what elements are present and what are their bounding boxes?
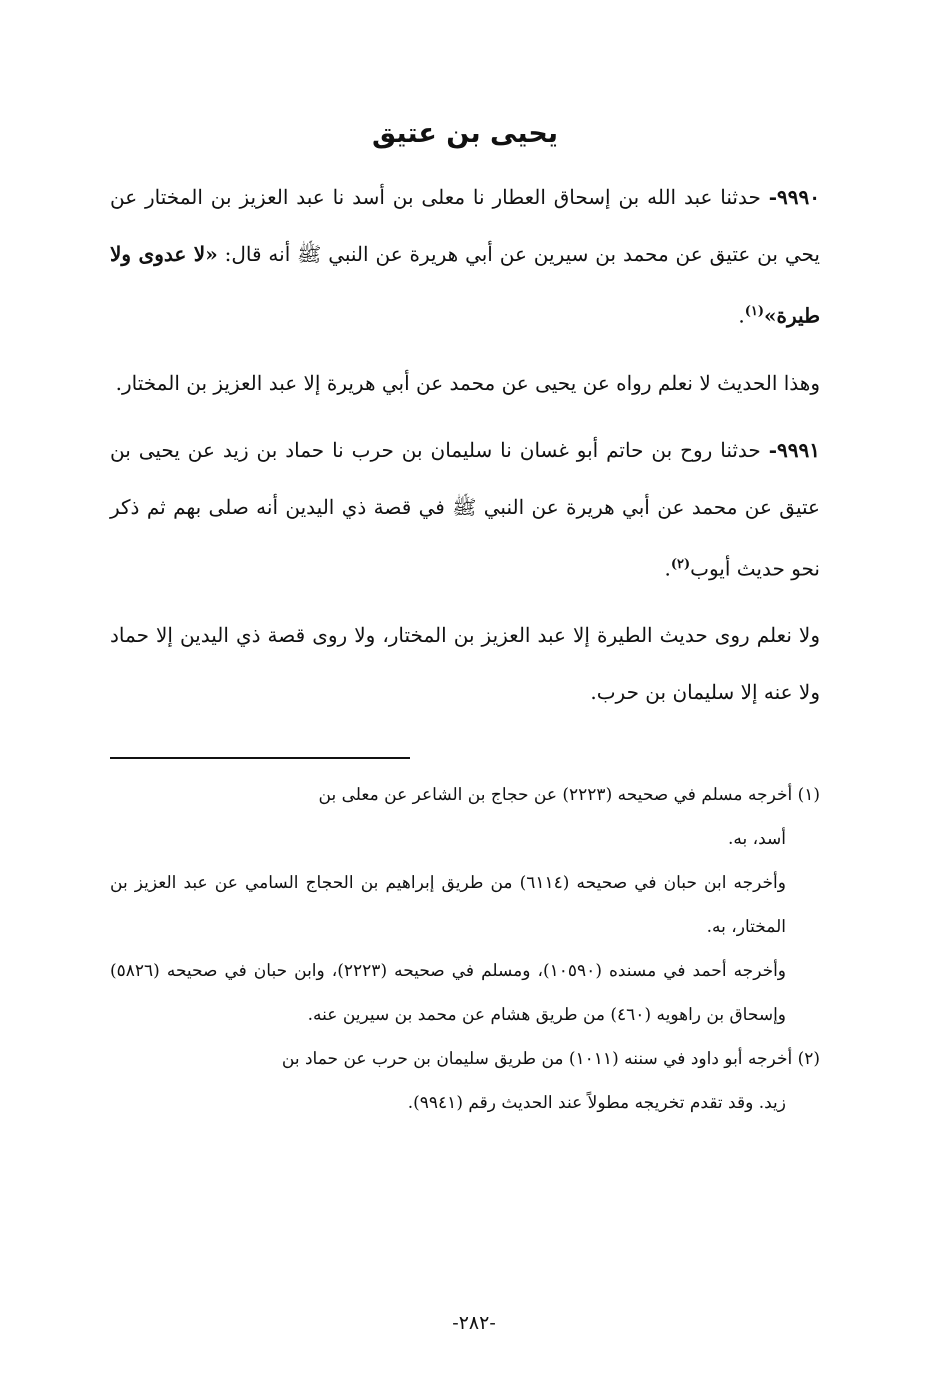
page-number: -٢٨٢- — [452, 1312, 496, 1334]
hadith-text: حدثنا روح بن حاتم أبو غسان نا سليمان بن حرب نا حماد بن زيد عن يحيى بن عتيق عن محمد عن أبي هريرة عن النبي ﷺ في قصة ذي اليدين أنه صلى بهم ثم ذكر نحو حديث أيوب — [110, 437, 820, 581]
hadith-number: ٩٩٩١- — [768, 437, 820, 462]
footnote-divider — [110, 757, 410, 759]
footnote-ref: (١) — [744, 304, 765, 319]
footnote-ref: (٢) — [670, 556, 691, 572]
footnote-2-cont: زيد. وقد تقدم تخريجه مطولاً عند الحديث رقم (٩٩٤١). — [407, 1093, 786, 1114]
footnote-1-ahmad: وأخرجه أحمد في مسنده (١٠٥٩٠)، ومسلم في صحيحه (٢٢٢٣)، وابن حبان في صحيحه (٥٨٢٦) وإسحاق بن راهويه (٤٦٠) من طريق هشام عن محمد بن سيرين عنه. — [110, 961, 787, 1026]
footnote-1-line: (١) أخرجه مسلم في صحيحه (٢٢٢٣) عن حجاج بن الشاعر عن معلى بن — [318, 785, 820, 806]
hadith-number: ٩٩٩٠- — [768, 185, 821, 209]
footnote-1-ibn-hibban: وأخرجه ابن حبان في صحيحه (٦١١٤) من طريق إبراهيم بن الحجاج السامي عن عبد العزيز بن المختار، به. — [110, 873, 786, 938]
chapter-title: يحيى بن عتيق — [372, 118, 558, 149]
comment-9990: وهذا الحديث لا نعلم رواه عن يحيى عن محمد عن أبي هريرة إلا عبد العزيز بن المختار. — [115, 370, 820, 395]
hadith-9990 — [110, 169, 820, 345]
footnote-2-line: (٢) أخرجه أبو داود في سننه (١٠١١) من طريق سليمان بن حرب عن حماد بن — [281, 1049, 820, 1070]
page-body — [110, 100, 820, 1125]
hadith-9991 — [110, 422, 820, 598]
hadith-end: . — [738, 303, 745, 328]
footnote-1-cont: أسد، به. — [727, 829, 786, 850]
footnotes — [110, 773, 820, 1125]
hadith-end: . — [664, 556, 671, 581]
comment-9991: ولا نعلم روى حديث الطيرة إلا عبد العزيز بن المختار، ولا روى قصة ذي اليدين إلا حماد ولا عنه إلا سليمان بن حرب. — [110, 623, 820, 705]
hadith-text: حدثنا عبد الله بن إسحاق العطار نا معلى بن أسد نا عبد العزيز بن المختار عن يحي بن عتيق عن محمد بن سيرين عن أبي هريرة عن النبي ﷺ أنه قال: — [110, 185, 820, 266]
hadith-quote: «لا عدوى ولا طيرة» — [110, 242, 820, 328]
